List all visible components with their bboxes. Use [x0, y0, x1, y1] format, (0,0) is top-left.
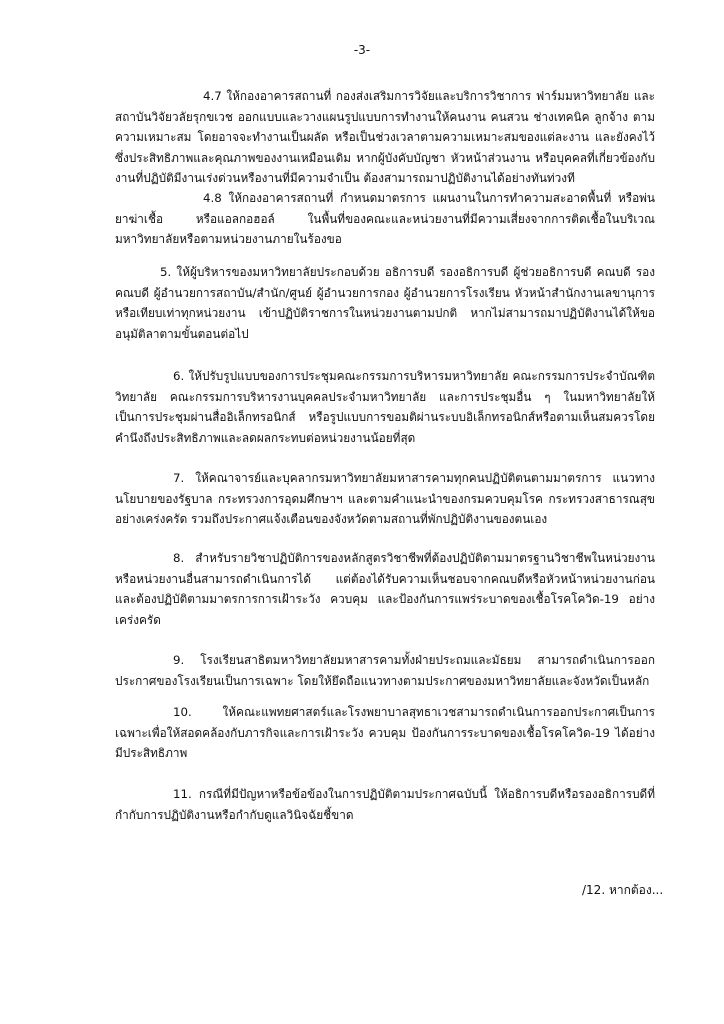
paragraph-9: 9. โรงเรียนสาธิตมหาวิทยาลัยมหาสารคามทั้งฝ่ายประถมและมัธยม สามารถดำเนินการออกประกาศของโรงเรียนเป็นการเฉพาะ โดยให้ยึดถือแนวทางตามประกาศของมหาวิทยาลัยและจังหวัดเป็นหลัก: [115, 653, 655, 688]
paragraph-4-8: 4.8 ให้กองอาคารสถานที่ กำหนดมาตรการ แผนงานในการทำความสะอาดพื้นที่ หรือพ่นยาฆ่าเชื้อ หรือแอลกอฮอล์ ในพื้นที่ของคณะและหน่วยงานที่มีความเสี่ยงจากการติดเชื้อในบริเวณมหาวิทยาลัยหรือตามหน่วยงานภายในร้องขอ: [115, 191, 655, 247]
page-number: -3-: [353, 43, 371, 57]
paragraph-5: 5. ให้ผู้บริหารของมหาวิทยาลัยประกอบด้วย อธิการบดี รองอธิการบดี ผู้ช่วยอธิการบดี คณบดี รองคณบดี ผู้อำนวยการสถาบัน/สำนัก/ศูนย์ ผู้อำนวยการกอง ผู้อำนวยการโรงเรียน หัวหน้าสำนักงานเลขานุการหรือเทียบเท่าทุกหน่วยงาน เข้าปฏิบัติราชการในหน่วยงานตามปกติ หากไม่สามารถมาปฏิบัติงานได้ให้ขออนุมัติลาตามขั้นตอนต่อไป: [115, 265, 655, 341]
continuation-note: /12. หากต้อง...: [582, 883, 664, 897]
paragraph-7: 7. ให้คณาจารย์และบุคลากรมหาวิทยาลัยมหาสารคามทุกคนปฏิบัติตนตามมาตรการ แนวทางนโยบายของรัฐบาล กระทรวงการอุดมศึกษาฯ และตามคำแนะนำของกรมควบคุมโรค กระทรวงสาธารณสุขอย่างเคร่งครัด รวมถึงประกาศแจ้งเตือนของจังหวัดตามสถานที่พักปฏิบัติงานของตนเอง: [115, 471, 655, 527]
paragraph-8: 8. สำหรับรายวิชาปฏิบัติการของหลักสูตรวิชาชีพที่ต้องปฏิบัติตามมาตรฐานวิชาชีพในหน่วยงานหรือหน่วยงานอื่นสามารถดำเนินการได้ แต่ต้องได้รับความเห็นชอบจากคณบดีหรือหัวหน้าหน่วยงานก่อน และต้องปฏิบัติตามมาตรการการเฝ้าระวัง ควบคุม และป้องกันการแพร่ระบาดของเชื้อโรคโควิด-19 อย่างเคร่งครัด: [115, 551, 655, 627]
paragraph-10: 10. ให้คณะแพทยศาสตร์และโรงพยาบาลสุทธาเวชสามารถดำเนินการออกประกาศเป็นการเฉพาะเพื่อให้สอดคล้องกับภารกิจและการเฝ้าระวัง ควบคุม ป้องกันการระบาดของเชื้อโรคโควิด-19 ได้อย่างมีประสิทธิภาพ: [115, 705, 655, 761]
paragraph-4-7: 4.7 ให้กองอาคารสถานที่ กองส่งเสริมการวิจัยและบริการวิชาการ ฟาร์มมหาวิทยาลัย และสถาบันวิจัยวลัยรุกขเวช ออกแบบและวางแผนรูปแบบการทำงานให้คนงาน คนสวน ช่างเทคนิค ลูกจ้าง ตามความเหมาะสม โดยอาจจะทำงานเป็นผลัด หรือเป็นช่วงเวลาตามความเหมาะสมของแต่ละงาน และยังคงไว้ซึ่งประสิทธิภาพและคุณภาพของงานเหมือนเดิม หากผู้บังคับบัญชา หัวหน้าส่วนงาน หรือบุคคลที่เกี่ยวข้องกับงานที่ปฏิบัติมีงานเร่งด่วนหรืองานที่มีความจำเป็น ต้องสามารถมาปฏิบัติงานได้อย่างทันท่วงที: [115, 89, 655, 186]
paragraph-11: 11. กรณีที่มีปัญหาหรือข้อข้องในการปฏิบัติตามประกาศฉบับนี้ ให้อธิการบดีหรือรองอธิการบดีที่กำกับการปฏิบัติงานหรือกำกับดูแลวินิจฉัยชี้ขาด: [115, 787, 655, 822]
paragraph-6: 6. ให้ปรับรูปแบบของการประชุมคณะกรรมการบริหารมหาวิทยาลัย คณะกรรมการประจำบัณฑิตวิทยาลัย คณะกรรมการบริหารงานบุคคลประจำมหาวิทยาลัย และการประชุมอื่น ๆ ในมหาวิทยาลัยให้เป็นการประชุมผ่านสื่ออิเล็กทรอนิกส์ หรือรูปแบบการขอมติผ่านระบบอิเล็กทรอนิกส์หรือตามเห็นสมควรโดยคำนึงถึงประสิทธิภาพและลดผลกระทบต่อหน่วยงานน้อยที่สุด: [115, 369, 655, 445]
